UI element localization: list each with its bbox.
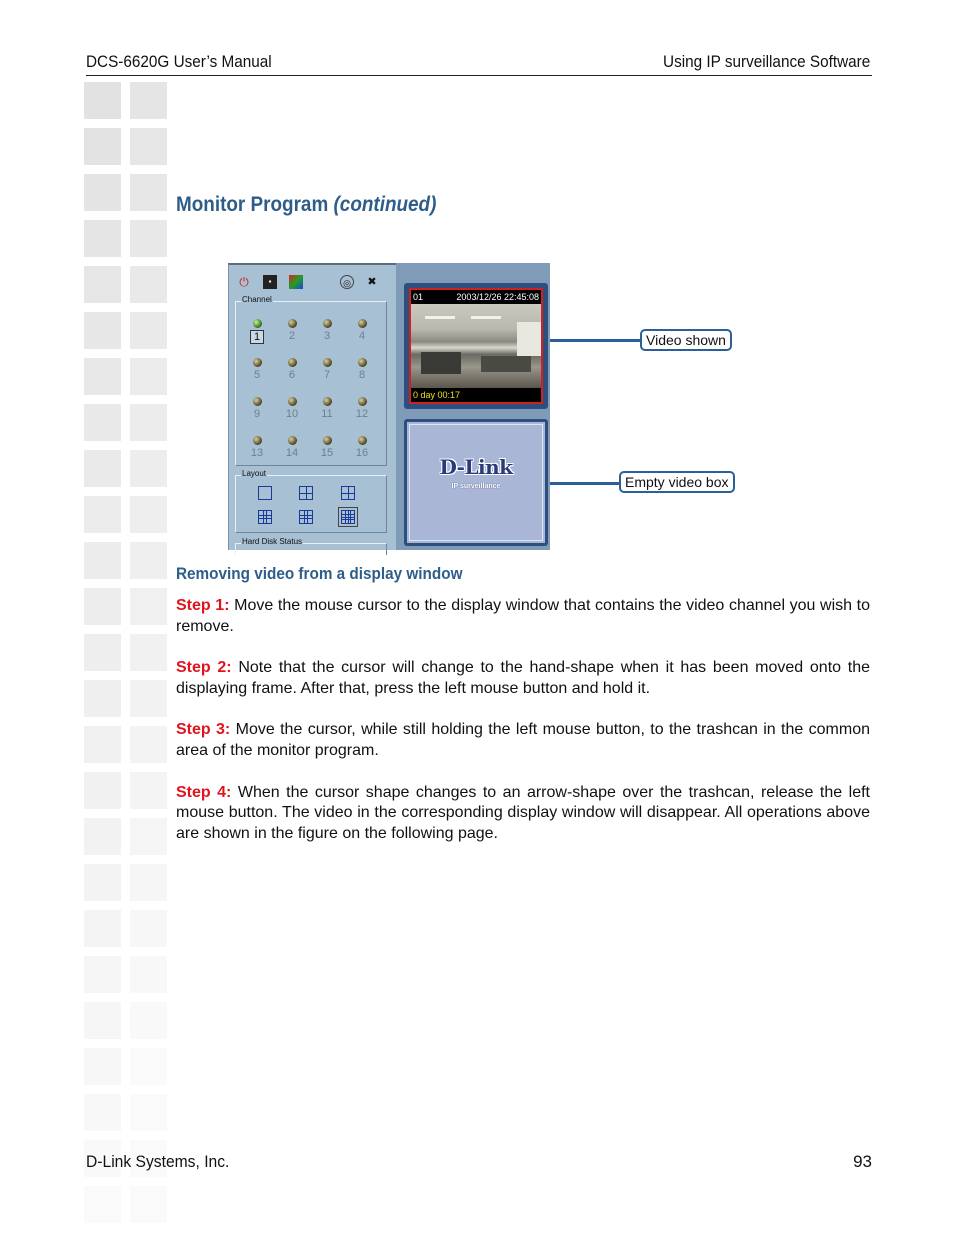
channel-button-4[interactable] bbox=[351, 319, 373, 342]
channel-group-label: Channel bbox=[242, 295, 272, 304]
section-title: Monitor Program (continued) bbox=[176, 193, 437, 216]
page-header bbox=[86, 52, 872, 76]
power-icon[interactable]: ⏻ bbox=[239, 275, 249, 289]
decorative-tile bbox=[84, 358, 121, 395]
channel-button-14[interactable] bbox=[281, 436, 303, 459]
layout-group-label: Layout bbox=[242, 469, 267, 478]
decorative-tile bbox=[84, 1186, 121, 1223]
subsection-title: Removing video from a display window bbox=[176, 564, 463, 583]
channel-status-icon bbox=[323, 397, 332, 406]
decorative-tile bbox=[84, 128, 121, 165]
camera-feed-image bbox=[411, 304, 541, 388]
decorative-tile bbox=[84, 174, 121, 211]
decorative-tile bbox=[84, 680, 121, 717]
layout-group bbox=[235, 469, 387, 533]
channel-number: 1 bbox=[250, 330, 264, 344]
empty-video-window[interactable] bbox=[404, 419, 548, 546]
channel-number: 13 bbox=[250, 447, 264, 459]
decorative-tile bbox=[84, 1002, 121, 1039]
decorative-tile bbox=[130, 1186, 167, 1223]
channel-status-icon bbox=[288, 397, 297, 406]
decorative-tile bbox=[130, 634, 167, 671]
chapter-title: Using IP surveillance Software bbox=[662, 52, 870, 71]
decorative-tile bbox=[130, 910, 167, 947]
layout-1x1-button[interactable] bbox=[258, 486, 272, 500]
decorative-tile bbox=[130, 358, 167, 395]
step-2 bbox=[176, 658, 870, 699]
footer-company: D-Link Systems, Inc. bbox=[86, 1152, 230, 1171]
decorative-tile-strip bbox=[84, 82, 170, 1232]
decorative-tile bbox=[130, 128, 167, 165]
layout-2x2-button[interactable] bbox=[299, 486, 313, 500]
decorative-tile bbox=[84, 910, 121, 947]
decorative-tile bbox=[130, 726, 167, 763]
channel-number: 7 bbox=[323, 369, 331, 381]
decorative-tile bbox=[130, 772, 167, 809]
layout-4x4-button[interactable] bbox=[341, 510, 355, 524]
hard-disk-status-group bbox=[235, 537, 387, 555]
layout-1plus7-button[interactable] bbox=[299, 510, 313, 524]
channel-button-2[interactable] bbox=[281, 319, 303, 342]
channel-button-3[interactable] bbox=[316, 319, 338, 342]
decorative-tile bbox=[84, 450, 121, 487]
decorative-tile bbox=[130, 956, 167, 993]
channel-button-15[interactable] bbox=[316, 436, 338, 459]
section-title-suffix: (continued) bbox=[333, 193, 437, 216]
callout-line-empty-box bbox=[550, 482, 620, 485]
step-1 bbox=[176, 596, 870, 637]
channel-button-9[interactable] bbox=[246, 397, 268, 420]
tools-icon[interactable]: ✖ bbox=[367, 276, 377, 288]
decorative-tile bbox=[130, 1002, 167, 1039]
decorative-tile bbox=[84, 312, 121, 349]
step-label: Step 4: bbox=[176, 783, 232, 801]
step-label: Step 2: bbox=[176, 659, 232, 677]
video-channel-label: 01 bbox=[413, 292, 424, 302]
decorative-tile bbox=[130, 864, 167, 901]
decorative-tile bbox=[130, 588, 167, 625]
channel-status-icon bbox=[253, 319, 262, 328]
channel-status-icon bbox=[358, 436, 367, 445]
hard-disk-status-label: Hard Disk Status bbox=[242, 537, 303, 546]
channel-status-icon bbox=[288, 319, 297, 328]
channel-number: 12 bbox=[355, 408, 369, 420]
decorative-tile bbox=[84, 956, 121, 993]
channel-button-12[interactable] bbox=[351, 397, 373, 420]
video-timestamp: 2003/12/26 22:45:08 bbox=[456, 292, 539, 302]
channel-number: 14 bbox=[285, 447, 299, 459]
page-number: 93 bbox=[853, 1152, 872, 1171]
channel-number: 4 bbox=[358, 330, 366, 342]
decorative-tile bbox=[130, 1048, 167, 1085]
decorative-tile bbox=[84, 404, 121, 441]
decorative-tile bbox=[84, 772, 121, 809]
channel-status-icon bbox=[288, 436, 297, 445]
step-3 bbox=[176, 720, 870, 761]
channel-status-icon bbox=[288, 358, 297, 367]
channel-number: 15 bbox=[320, 447, 334, 459]
monitor-icon[interactable]: ▪ bbox=[263, 275, 277, 289]
step-text: When the cursor shape changes to an arrow-shape over the trashcan, release the left mouse button. The video in the corresponding display window will disappear. All operations above are shown in the figure on the following page. bbox=[176, 783, 871, 843]
decorative-tile bbox=[130, 174, 167, 211]
channel-button-10[interactable] bbox=[281, 397, 303, 420]
decorative-tile bbox=[130, 82, 167, 119]
dlink-logo-subtitle: IP surveillance bbox=[451, 483, 501, 490]
channel-button-6[interactable] bbox=[281, 358, 303, 381]
channel-number: 2 bbox=[288, 330, 296, 342]
video-elapsed-time: 0 day 00:17 bbox=[413, 390, 461, 400]
decorative-tile bbox=[84, 220, 121, 257]
decorative-tile bbox=[84, 82, 121, 119]
decorative-tile bbox=[84, 1094, 121, 1131]
callout-line-video-shown bbox=[550, 339, 642, 342]
channel-group bbox=[235, 295, 387, 466]
decorative-tile bbox=[130, 266, 167, 303]
channel-button-13[interactable] bbox=[246, 436, 268, 459]
callout-empty-video-box: Empty video box bbox=[619, 471, 735, 493]
decorative-tile bbox=[84, 1048, 121, 1085]
channel-number: 6 bbox=[288, 369, 296, 381]
channel-status-icon bbox=[323, 319, 332, 328]
step-label: Step 1: bbox=[176, 597, 230, 614]
channel-status-icon bbox=[358, 358, 367, 367]
channel-number: 11 bbox=[321, 408, 333, 420]
decorative-tile bbox=[130, 818, 167, 855]
step-text: Note that the cursor will change to the hand-shape when it has been moved onto the displaying frame. After that, press the left mouse button and hold it. bbox=[176, 659, 871, 697]
manual-title: DCS-6620G User’s Manual bbox=[86, 52, 272, 71]
channel-button-8[interactable] bbox=[351, 358, 373, 381]
decorative-tile bbox=[130, 680, 167, 717]
record-icon[interactable]: ◎ bbox=[340, 275, 354, 289]
decorative-tile bbox=[130, 450, 167, 487]
channel-button-11[interactable] bbox=[316, 397, 338, 420]
decorative-tile bbox=[84, 588, 121, 625]
channel-button-16[interactable] bbox=[351, 436, 373, 459]
step-label: Step 3: bbox=[176, 721, 231, 739]
channel-status-icon bbox=[323, 436, 332, 445]
channel-number: 8 bbox=[358, 369, 366, 381]
channel-button-7[interactable] bbox=[316, 358, 338, 381]
decorative-tile bbox=[84, 542, 121, 579]
decorative-tile bbox=[84, 864, 121, 901]
step-list bbox=[176, 596, 870, 866]
monitor-program-screenshot bbox=[228, 263, 550, 550]
decorative-tile bbox=[84, 634, 121, 671]
callout-video-shown: Video shown bbox=[640, 329, 732, 351]
channel-number: 16 bbox=[355, 447, 369, 459]
channel-button-5[interactable] bbox=[246, 358, 268, 381]
step-text: Move the mouse cursor to the display window that contains the video channel you wish to remove. bbox=[176, 597, 871, 635]
channel-number: 10 bbox=[285, 408, 299, 420]
decorative-tile bbox=[84, 726, 121, 763]
decorative-tile bbox=[130, 220, 167, 257]
layout-3x3-button[interactable] bbox=[258, 510, 272, 524]
dlink-logo: D-Link bbox=[439, 455, 513, 479]
control-panel bbox=[228, 263, 396, 550]
video-display-area bbox=[396, 263, 550, 550]
decorative-tile bbox=[130, 1094, 167, 1131]
decorative-tile bbox=[130, 542, 167, 579]
color-settings-icon[interactable] bbox=[289, 275, 303, 289]
channel-number: 5 bbox=[253, 369, 261, 381]
decorative-tile bbox=[130, 404, 167, 441]
step-text: Move the cursor, while still holding the left mouse button, to the trashcan in the common area of the monitor program. bbox=[176, 721, 871, 760]
channel-number: 3 bbox=[323, 330, 331, 342]
video-window[interactable] bbox=[404, 283, 548, 409]
channel-status-icon bbox=[323, 358, 332, 367]
layout-1plus5-button[interactable] bbox=[341, 486, 355, 500]
decorative-tile bbox=[84, 496, 121, 533]
decorative-tile bbox=[84, 266, 121, 303]
channel-status-icon bbox=[358, 319, 367, 328]
step-4 bbox=[176, 783, 870, 845]
decorative-tile bbox=[130, 312, 167, 349]
channel-status-icon bbox=[253, 436, 262, 445]
channel-number: 9 bbox=[253, 408, 261, 420]
decorative-tile bbox=[84, 818, 121, 855]
channel-status-icon bbox=[253, 358, 262, 367]
channel-status-icon bbox=[253, 397, 262, 406]
decorative-tile bbox=[130, 496, 167, 533]
channel-button-1[interactable] bbox=[246, 319, 268, 344]
channel-status-icon bbox=[358, 397, 367, 406]
